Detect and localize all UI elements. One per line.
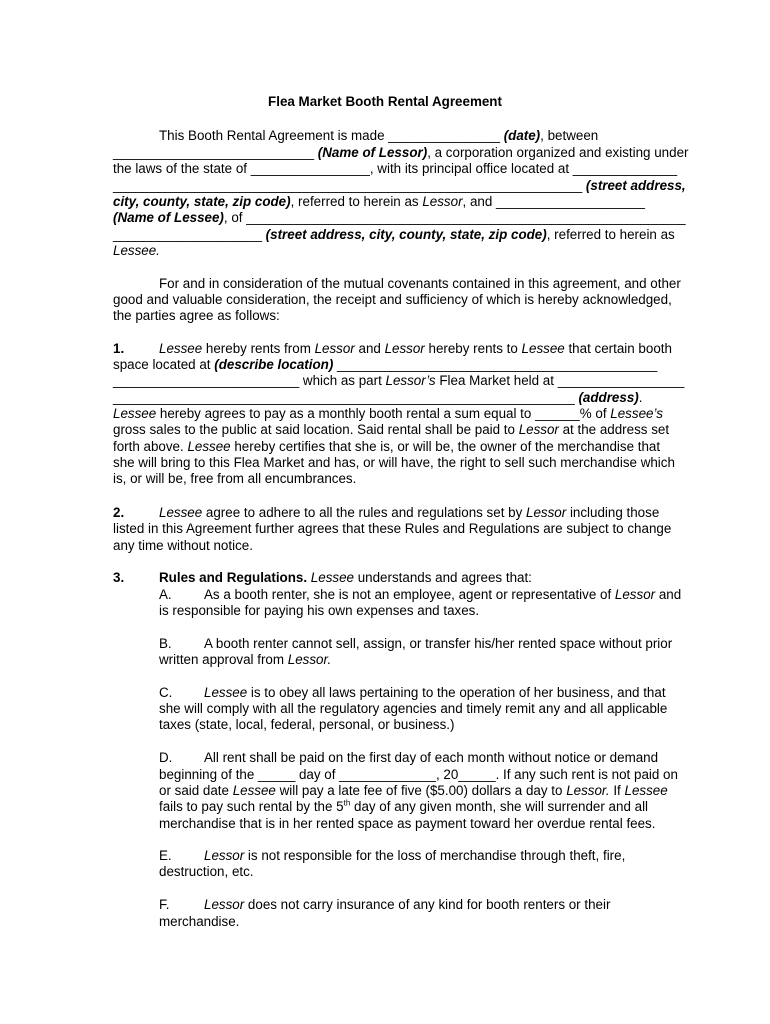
rule-e-line-1: Lessor is not responsible for the loss of merchandise through theft, fire, bbox=[204, 848, 626, 863]
section-2-number: 2. bbox=[113, 505, 125, 520]
section-1-line-1: Lessee hereby rents from Lessor and Lessor hereby rents to Lessee that certain booth bbox=[159, 341, 672, 356]
consideration-line-2: good and valuable consideration, the receipt and sufficiency of which is hereby acknowledged, bbox=[113, 292, 672, 307]
section-1-line-3: _________________________ which as part Lessor’s Flea Market held at _________________ bbox=[113, 373, 685, 388]
rule-f-line-2: merchandise. bbox=[159, 914, 240, 929]
rule-c-line-2: she will comply with all the regulatory agencies and timely remit any and all applicable bbox=[159, 701, 668, 716]
consideration-line-3: the parties agree as follows: bbox=[113, 308, 280, 323]
section-1-number: 1. bbox=[113, 341, 125, 356]
section-3-heading: Rules and Regulations. Lessee understands and agrees that: bbox=[159, 570, 532, 585]
rule-b-line-2: written approval from Lessor. bbox=[159, 652, 332, 667]
section-2-line-3: any time without notice. bbox=[113, 538, 253, 553]
rule-a-line-1: As a booth renter, she is not an employee, agent or representative of Lessor and bbox=[204, 587, 682, 602]
intro-line-5: city, county, state, zip code), referred to herein as Lessor, and ____________________ bbox=[113, 194, 645, 209]
rule-f-letter: F. bbox=[159, 897, 170, 912]
consideration-line-1: For and in consideration of the mutual covenants contained in this agreement, and other bbox=[159, 276, 681, 291]
rule-b-letter: B. bbox=[159, 636, 172, 651]
rule-b-line-1: A booth renter cannot sell, assign, or transfer his/her rented space without prior bbox=[204, 636, 673, 651]
intro-line-4: _______________________________________________________________ (street address, bbox=[113, 178, 686, 193]
section-3-number: 3. bbox=[113, 570, 125, 585]
rule-d-line-4: fails to pay such rental by the 5th day of any given month, she will surrender and all bbox=[159, 798, 649, 814]
section-1-line-4: ______________________________________________________________ (address). bbox=[113, 390, 643, 405]
rule-f-line-1: Lessor does not carry insurance of any kind for booth renters or their bbox=[204, 897, 611, 912]
rule-e-line-2: destruction, etc. bbox=[159, 864, 254, 879]
intro-line-8: Lessee. bbox=[113, 243, 160, 258]
rule-d-line-5: merchandise that is in her rented space as payment toward her overdue rental fees. bbox=[159, 816, 656, 831]
section-2-line-2: listed in this Agreement further agrees that these Rules and Regulations are subject to change bbox=[113, 521, 672, 536]
rule-c-line-1: Lessee is to obey all laws pertaining to the operation of her business, and that bbox=[204, 685, 666, 700]
section-1-line-7: forth above. Lessee hereby certifies that she is, or will be, the owner of the merchandise that bbox=[113, 439, 661, 454]
rule-d-line-3: or said date Lessee will pay a late fee of five ($5.00) dollars a day to Lessor. If Lessee bbox=[159, 783, 668, 798]
intro-line-1: This Booth Rental Agreement is made _______________ (date), between bbox=[159, 128, 599, 143]
section-1-line-8: she will bring to this Flea Market and has, or will have, the right to sell such merchandise which bbox=[113, 455, 675, 470]
document-title: Flea Market Booth Rental Agreement bbox=[268, 94, 502, 109]
rule-c-letter: C. bbox=[159, 685, 173, 700]
section-1-line-2: space located at (describe location) ___________________________________________ bbox=[113, 357, 658, 372]
rule-d-line-1: All rent shall be paid on the first day of each month without notice or demand bbox=[204, 750, 659, 765]
rule-d-letter: D. bbox=[159, 750, 173, 765]
intro-line-3: the laws of the state of ________________, with its principal office located at ______________ bbox=[113, 161, 678, 176]
intro-line-6: (Name of Lessee), of ___________________________________________________________ bbox=[113, 210, 686, 225]
section-2-line-1: Lessee agree to adhere to all the rules and regulations set by Lessor including those bbox=[159, 505, 660, 520]
intro-line-2: ___________________________ (Name of Lessor), a corporation organized and existing under bbox=[113, 145, 689, 160]
rule-d-line-2: beginning of the _____ day of _____________, 20_____. If any such rent is not paid on bbox=[159, 767, 678, 782]
section-1-line-9: is, or will be, free from all encumbrances. bbox=[113, 471, 357, 486]
rule-a-letter: A. bbox=[159, 587, 172, 602]
rule-e-letter: E. bbox=[159, 848, 172, 863]
intro-line-7: ____________________ (street address, city, county, state, zip code), referred to herein as bbox=[113, 227, 675, 242]
section-1-line-6: gross sales to the public at said location. Said rental shall be paid to Lessor at the address set bbox=[113, 422, 670, 437]
rule-a-line-2: is responsible for paying his own expenses and taxes. bbox=[159, 603, 480, 618]
rule-c-line-3: taxes (state, local, federal, personal, or business.) bbox=[159, 717, 455, 732]
section-1-line-5: Lessee hereby agrees to pay as a monthly booth rental a sum equal to ______% of Lessee’s bbox=[113, 406, 663, 421]
